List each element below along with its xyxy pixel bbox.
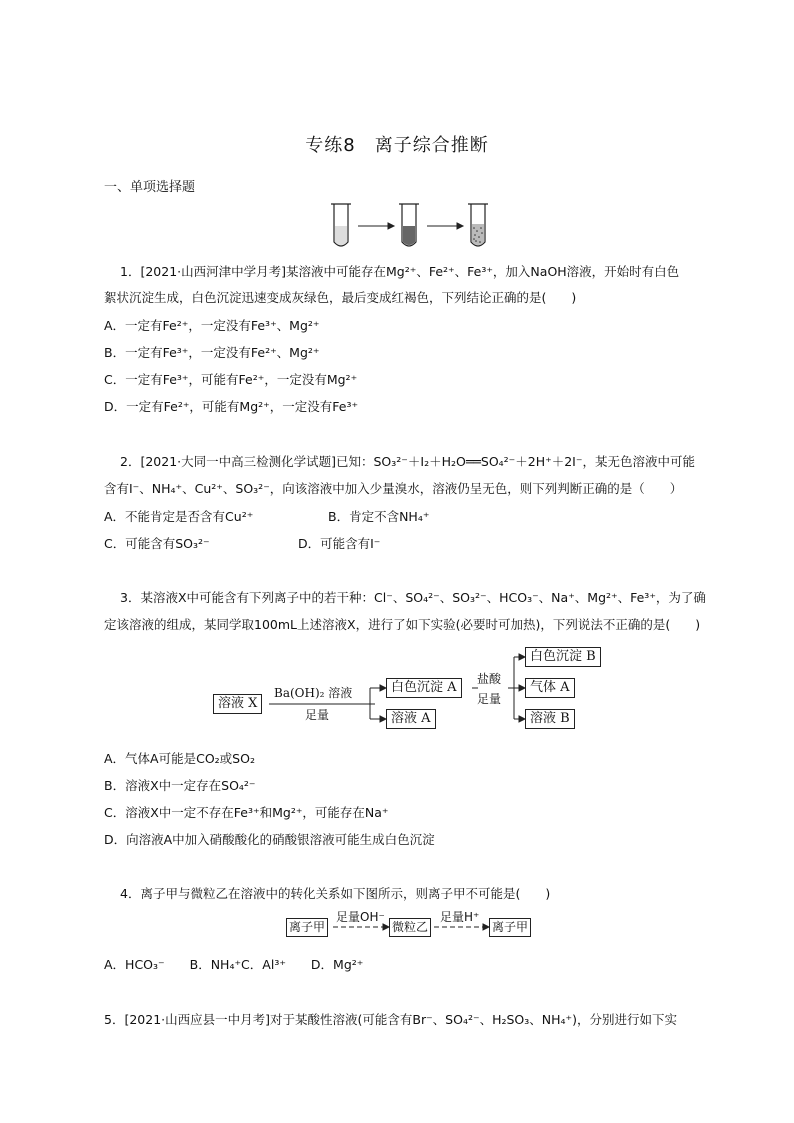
flow-box-gas-a: 气体 A — [525, 678, 575, 698]
q2-option-c: C．可能含有SO₃²⁻ — [104, 536, 210, 551]
q3-option-a: A．气体A可能是CO₂或SO₂ — [104, 751, 255, 766]
q1-stem-line1: 1．[2021·山西河津中学月考]某溶液中可能存在Mg²⁺、Fe²⁺、Fe³⁺，加入NaOH溶液，开始时有白色 — [120, 264, 680, 279]
q2-stem-line1: 2．[2021·大同一中高三检测化学试题]已知：SO₃²⁻＋I₂＋H₂O══SO₄²⁻＋2H⁺＋2I⁻，某无色溶液中可能 — [120, 454, 695, 469]
q3-option-c: C．溶液X中一定不存在Fe³⁺和Mg²⁺，可能存在Na⁺ — [104, 805, 389, 820]
q1-option-a: A．一定有Fe²⁺，一定没有Fe³⁺、Mg²⁺ — [104, 318, 320, 333]
flow-box-precipitate-b: 白色沉淀 B — [525, 647, 601, 667]
flow-box-solution-a: 溶液 A — [386, 709, 436, 729]
flow-acid-bottom: 足量 — [477, 692, 502, 706]
q3-stem-line2: 定该溶液的组成，某同学取100mL上述溶液X，进行了如下实验(必要时可加热)，下列说法不正确的是( ) — [104, 617, 701, 632]
q2-option-d: D．可能含有I⁻ — [298, 536, 381, 551]
flow-box-solution-x: 溶液 X — [213, 694, 262, 714]
q3-option-b: B．溶液X中一定存在SO₄²⁻ — [104, 778, 256, 793]
scheme-ion-jia-start: 离子甲 — [286, 918, 328, 937]
q2-option-a: A．不能肯定是否含有Cu²⁺ — [104, 509, 254, 524]
q4-options: A．HCO₃⁻ B．NH₄⁺C．Al³⁺ D．Mg²⁺ — [104, 957, 364, 972]
q2-option-b: B．肯定不含NH₄⁺ — [328, 509, 430, 524]
q2-stem-line2: 含有I⁻、NH₄⁺、Cu²⁺、SO₃²⁻，向该溶液中加入少量溴水，溶液仍呈无色，则下列判断正确的是（ ） — [104, 481, 683, 496]
q1-option-d: D．一定有Fe²⁺，可能有Mg²⁺，一定没有Fe³⁺ — [104, 399, 359, 414]
scheme-reagent-oh: 足量OH⁻ — [336, 910, 385, 924]
q5-stem-line1: 5．[2021·山西应县一中月考]对于某酸性溶液(可能含有Br⁻、SO₄²⁻、H₂SO₃、NH₄⁺)，分别进行如下实 — [104, 1012, 678, 1027]
q3-stem-line1: 3．某溶液X中可能含有下列离子中的若干种：Cl⁻、SO₄²⁻、SO₃²⁻、HCO₃⁻、Na⁺、Mg²⁺、Fe³⁺，为了确 — [120, 590, 706, 605]
page-title: 专练8 离子综合推断 — [305, 135, 489, 156]
scheme-ion-jia-end: 离子甲 — [489, 918, 531, 937]
flow-reagent-top: Ba(OH)₂ 溶液 — [274, 686, 353, 700]
scheme-reagent-h: 足量H⁺ — [440, 910, 480, 924]
q1-stem-line2: 絮状沉淀生成，白色沉淀迅速变成灰绿色，最后变成红褐色，下列结论正确的是( ) — [104, 290, 577, 305]
q3-option-d: D．向溶液A中加入硝酸酸化的硝酸银溶液可能生成白色沉淀 — [104, 832, 435, 847]
flow-box-solution-b: 溶液 B — [525, 709, 575, 729]
flow-acid-top: 盐酸 — [477, 672, 502, 686]
section-heading: 一、单项选择题 — [104, 180, 196, 195]
q4-stem: 4．离子甲与微粒乙在溶液中的转化关系如下图所示，则离子甲不可能是( ) — [120, 886, 551, 901]
q1-option-c: C．一定有Fe³⁺，可能有Fe²⁺，一定没有Mg²⁺ — [104, 372, 358, 387]
scheme-particle-yi: 微粒乙 — [389, 918, 431, 937]
q1-option-b: B．一定有Fe³⁺，一定没有Fe²⁺、Mg²⁺ — [104, 345, 320, 360]
flow-box-precipitate-a: 白色沉淀 A — [386, 678, 462, 698]
flow-reagent-bottom: 足量 — [305, 708, 330, 722]
